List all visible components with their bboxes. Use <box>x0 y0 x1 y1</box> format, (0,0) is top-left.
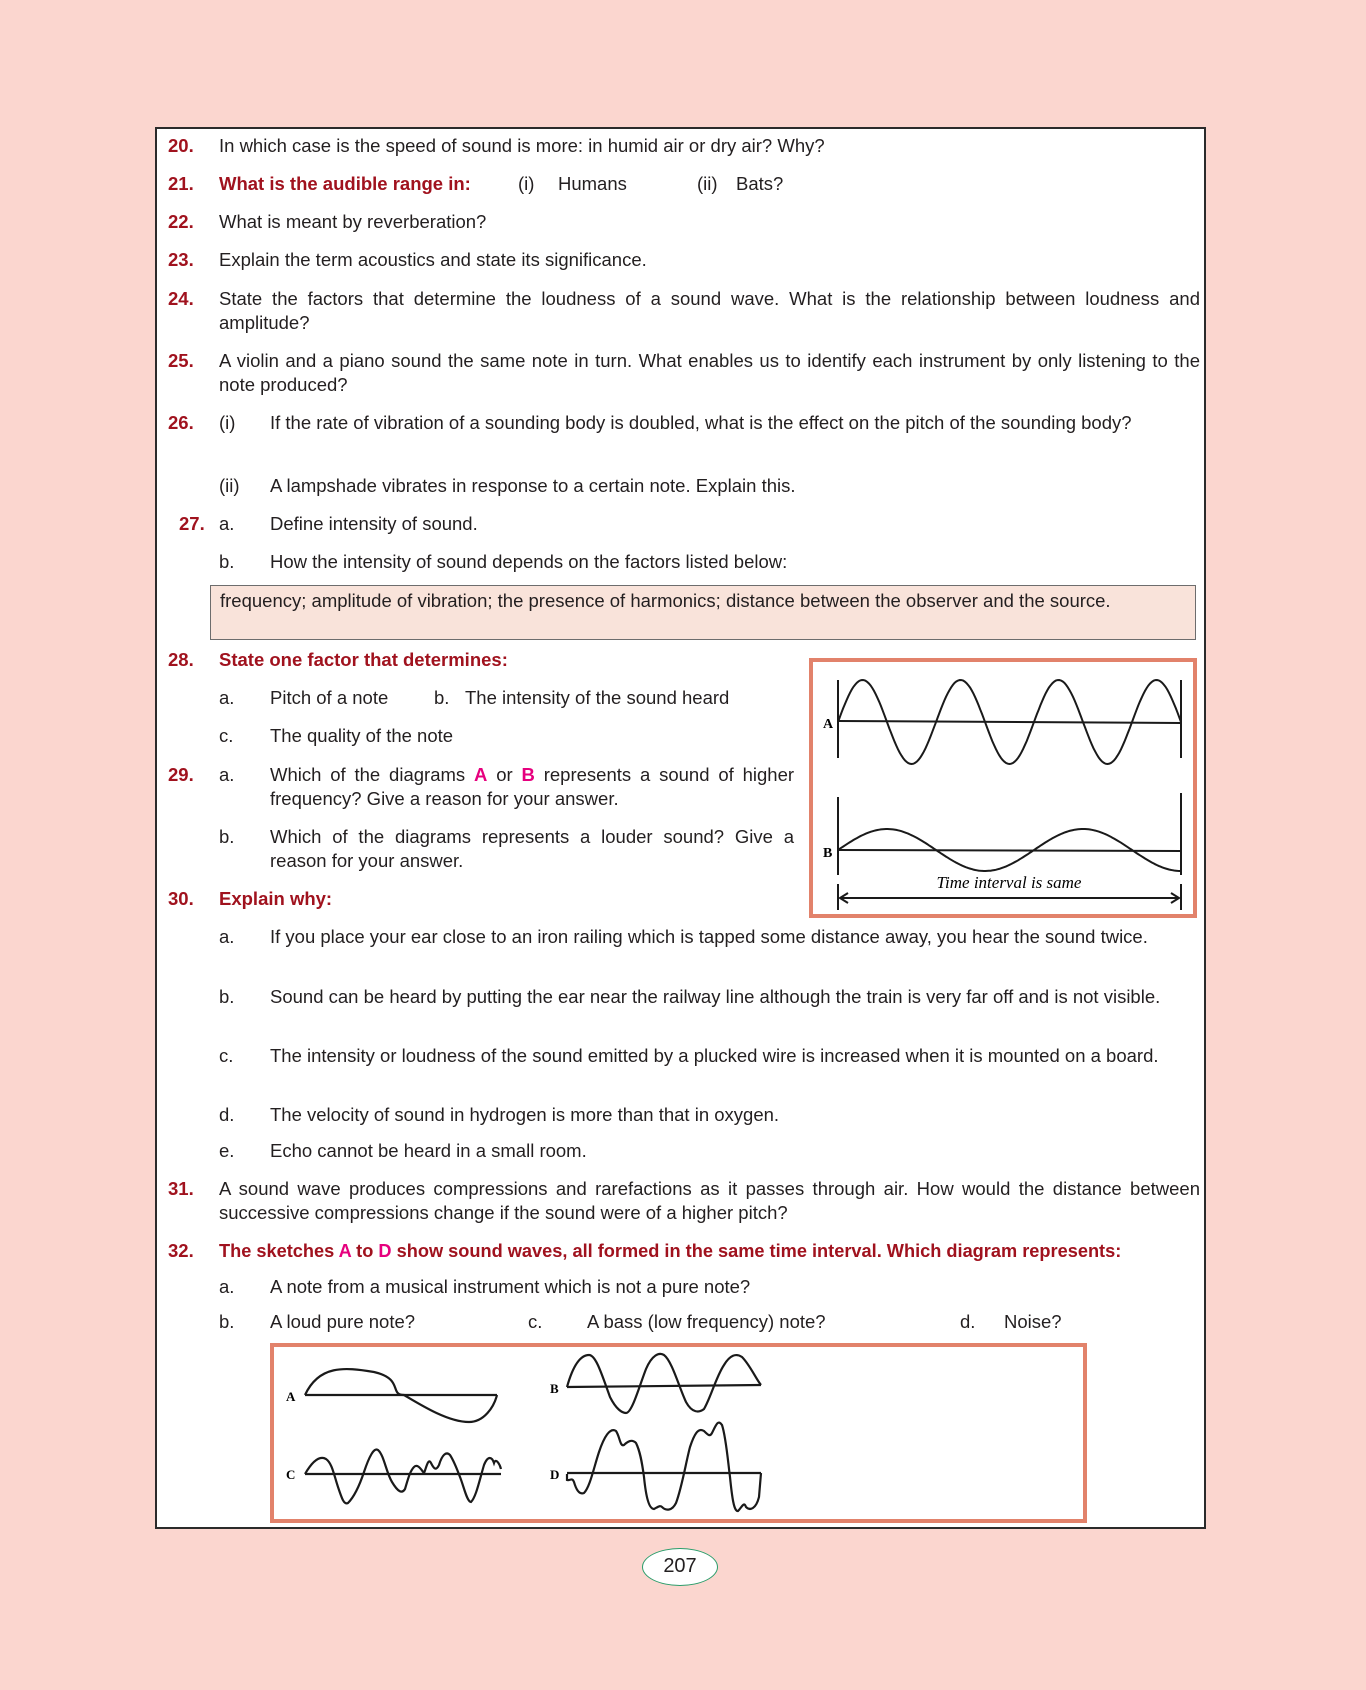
sub-label: b. <box>434 687 450 708</box>
question-number: 31. <box>168 1178 194 1199</box>
label-b: B <box>823 846 833 861</box>
sub-text: If the rate of vibration of a sounding body is doubled, what is the effect on the pitch of the sounding body? <box>270 412 1132 433</box>
sub-label: c. <box>219 725 234 746</box>
sub-text: A loud pure note? <box>270 1311 416 1332</box>
sub-label: e. <box>219 1140 235 1161</box>
wave-figure-a-b <box>809 658 1197 918</box>
question-text: In which case is the speed of sound is more: in humid air or dry air? Why? <box>219 135 825 156</box>
question-text: State one factor that determines: <box>219 649 508 670</box>
page-number: 207 <box>642 1548 718 1586</box>
baseline-b <box>567 1385 761 1387</box>
question-number: 26. <box>168 412 194 433</box>
question-number: 32. <box>168 1240 194 1261</box>
wave-sketches <box>274 1347 1083 1519</box>
option-label: (ii) <box>697 173 718 194</box>
sub-text: Pitch of a note <box>270 687 389 708</box>
wave-diagram <box>813 662 1193 914</box>
highlight-letter-d: D <box>378 1241 392 1261</box>
option-label: (i) <box>518 173 535 194</box>
sub-label: (i) <box>219 412 236 433</box>
label-a: A <box>286 1389 296 1404</box>
sub-text: Noise? <box>1004 1311 1062 1332</box>
sub-label: d. <box>960 1311 976 1332</box>
question-number: 29. <box>168 764 194 785</box>
sub-label: b. <box>219 986 235 1007</box>
sub-label: a. <box>219 1276 235 1297</box>
question-text: A violin and a piano sound the same note in turn. What enables us to identify each instrument by only listening to the note produced? <box>219 350 1200 395</box>
question-text: What is the audible range in: <box>219 173 471 194</box>
label-a: A <box>823 717 834 732</box>
sub-label: b. <box>219 551 235 572</box>
text-fragment: represents a sound of higher frequency? Give a reason for your answer. <box>270 764 795 809</box>
wave-figure-a-to-d <box>270 1343 1087 1523</box>
question-text: Explain the term acoustics and state its significance. <box>219 249 647 270</box>
sub-text: A note from a musical instrument which is not a pure note? <box>270 1276 751 1297</box>
sub-text: How the intensity of sound depends on the factors listed below: <box>270 551 788 572</box>
baseline-b <box>838 850 1181 851</box>
sub-text: A lampshade vibrates in response to a certain note. Explain this. <box>270 475 796 496</box>
sub-text: Define intensity of sound. <box>270 513 478 534</box>
highlight-letter-a: A <box>473 764 488 785</box>
baseline-a <box>838 721 1181 723</box>
question-number: 24. <box>168 288 194 309</box>
label-b: B <box>550 1381 559 1396</box>
text-fragment: show sound waves, all formed in the same time interval. Which diagram represents: <box>396 1241 1122 1261</box>
question-text <box>219 1239 1121 1263</box>
sub-label: a. <box>219 926 235 947</box>
wave-sketch-c <box>305 1449 501 1503</box>
sub-text: The intensity of the sound heard <box>465 687 730 708</box>
text-fragment: to <box>356 1241 374 1261</box>
highlight-letter-b: B <box>521 764 535 785</box>
wave-sketch-d <box>567 1423 761 1511</box>
sub-text: Sound can be heard by putting the ear near the railway line although the train is very far off and is not visible. <box>270 986 1161 1007</box>
sub-text: If you place your ear close to an iron railing which is tapped some distance away, you hear the sound twice. <box>270 926 1148 947</box>
sub-text: Echo cannot be heard in a small room. <box>270 1140 587 1161</box>
sub-label: d. <box>219 1104 235 1125</box>
question-number: 30. <box>168 888 194 909</box>
sub-label: a. <box>219 687 235 708</box>
sub-text: The velocity of sound in hydrogen is more than that in oxygen. <box>270 1104 780 1125</box>
label-c: C <box>286 1467 296 1482</box>
question-text: Explain why: <box>219 888 333 909</box>
sub-label: c. <box>219 1045 234 1066</box>
sub-text: The intensity or loudness of the sound emitted by a plucked wire is increased when it is mounted on a board. <box>270 1045 1159 1066</box>
question-text: A sound wave produces compressions and rarefactions as it passes through air. How would the distance between successive compressions change if the sound were of a higher pitch? <box>219 1178 1200 1223</box>
option-text: Bats? <box>736 173 784 194</box>
caption: Time interval is same <box>936 873 1082 892</box>
highlight-letter-a: A <box>338 1241 352 1261</box>
sub-text: Which of the diagrams represents a louder sound? Give a reason for your answer. <box>270 826 794 871</box>
sub-label: a. <box>219 513 235 534</box>
wave-sketch-b <box>567 1354 761 1413</box>
text-fragment: The sketches <box>219 1241 335 1261</box>
sub-label: (ii) <box>219 475 240 496</box>
sub-label: a. <box>219 764 235 785</box>
sub-label: b. <box>219 1311 235 1332</box>
question-text: What is meant by reverberation? <box>219 211 487 232</box>
question-number: 22. <box>168 211 194 232</box>
option-text: Humans <box>558 173 627 194</box>
question-number: 28. <box>168 649 194 670</box>
question-number: 20. <box>168 135 194 156</box>
sub-text: The quality of the note <box>270 725 454 746</box>
text-fragment: Which of the diagrams <box>270 764 466 785</box>
sub-label: b. <box>219 826 235 847</box>
question-number: 27. <box>179 513 205 534</box>
question-number: 21. <box>168 173 194 194</box>
sub-text <box>270 763 794 811</box>
label-d: D <box>550 1467 560 1482</box>
text-fragment: or <box>496 764 513 785</box>
question-number: 25. <box>168 350 194 371</box>
sub-label: c. <box>528 1311 543 1332</box>
factors-box: frequency; amplitude of vibration; the presence of harmonics; distance between the observer and the source. <box>210 585 1196 640</box>
question-number: 23. <box>168 249 194 270</box>
sub-text: A bass (low frequency) note? <box>587 1311 826 1332</box>
question-text: State the factors that determine the loudness of a sound wave. What is the relationship between loudness and amplitude? <box>219 288 1200 333</box>
